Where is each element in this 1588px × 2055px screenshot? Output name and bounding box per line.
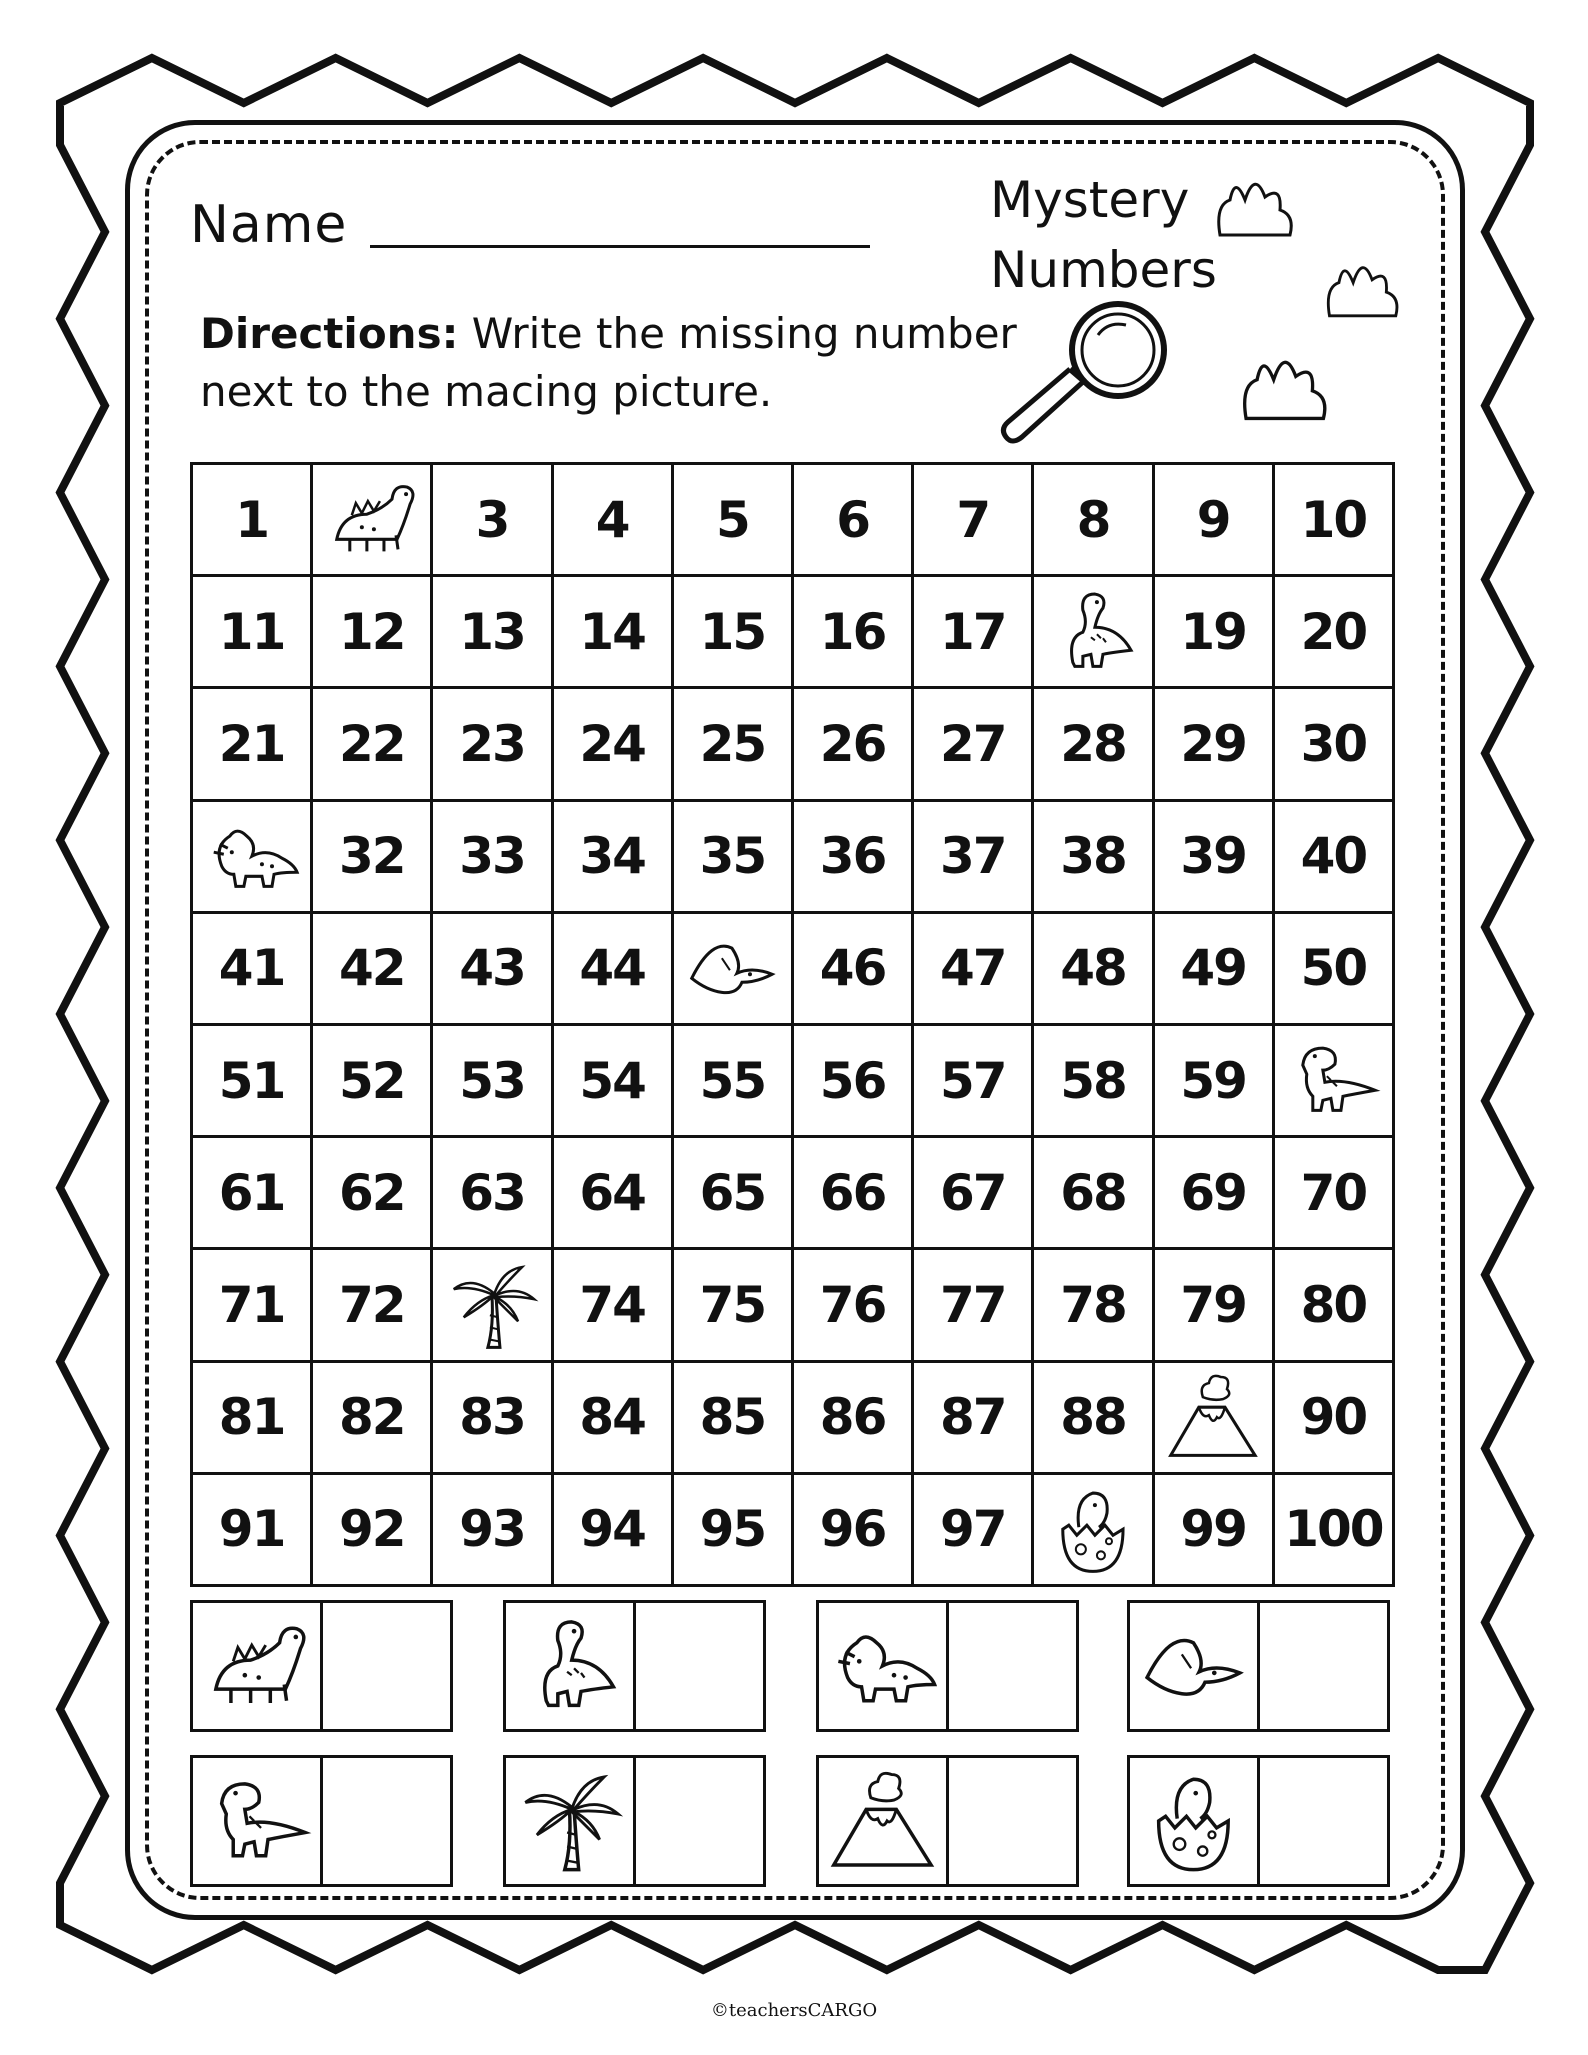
- number-cell: 21: [193, 689, 313, 801]
- number-cell: 22: [313, 689, 433, 801]
- palm-tree-icon: [438, 1255, 546, 1355]
- answer-picture: [193, 1603, 323, 1729]
- copyright: ©teachersCARGO: [710, 2000, 878, 2021]
- number-cell: 84: [554, 1363, 674, 1475]
- answer-pair: [816, 1600, 1079, 1732]
- answer-picture: [819, 1758, 949, 1884]
- number-cell: 69: [1155, 1138, 1275, 1250]
- volcano-icon: [824, 1763, 941, 1879]
- footprint-icon: [1235, 335, 1340, 430]
- number-cell: 32: [313, 802, 433, 914]
- number-cell: 96: [794, 1475, 914, 1587]
- answer-pair: [503, 1600, 766, 1732]
- number-cell: 7: [914, 465, 1034, 577]
- number-cell: 36: [794, 802, 914, 914]
- answer-box[interactable]: [949, 1758, 1076, 1884]
- number-cell: 79: [1155, 1250, 1275, 1362]
- number-cell: 51: [193, 1026, 313, 1138]
- mystery-cell: [433, 1250, 553, 1362]
- answer-box[interactable]: [1260, 1603, 1387, 1729]
- number-cell: 63: [433, 1138, 553, 1250]
- mystery-cell: [313, 465, 433, 577]
- number-cell: 10: [1275, 465, 1395, 577]
- volcano-icon: [1159, 1367, 1267, 1467]
- number-cell: 99: [1155, 1475, 1275, 1587]
- number-cell: 41: [193, 914, 313, 1026]
- number-cell: 64: [554, 1138, 674, 1250]
- number-cell: 95: [674, 1475, 794, 1587]
- number-cell: 15: [674, 577, 794, 689]
- answer-box[interactable]: [636, 1758, 763, 1884]
- number-cell: 50: [1275, 914, 1395, 1026]
- number-cell: 93: [433, 1475, 553, 1587]
- number-cell: 37: [914, 802, 1034, 914]
- dino-pterodactyl-icon: [678, 918, 786, 1018]
- mystery-cell: [1034, 577, 1154, 689]
- number-cell: 67: [914, 1138, 1034, 1250]
- number-cell: 17: [914, 577, 1034, 689]
- number-cell: 19: [1155, 577, 1275, 689]
- number-cell: 92: [313, 1475, 433, 1587]
- answer-pair: [503, 1755, 766, 1887]
- number-cell: 83: [433, 1363, 553, 1475]
- number-cell: 28: [1034, 689, 1154, 801]
- mystery-cell: [193, 802, 313, 914]
- number-cell: 56: [794, 1026, 914, 1138]
- dino-brachio-icon: [511, 1608, 628, 1724]
- number-cell: 30: [1275, 689, 1395, 801]
- dino-triceratops-icon: [198, 806, 306, 906]
- number-cell: 38: [1034, 802, 1154, 914]
- name-field[interactable]: [370, 245, 870, 248]
- number-cell: 6: [794, 465, 914, 577]
- number-cell: 49: [1155, 914, 1275, 1026]
- number-cell: 77: [914, 1250, 1034, 1362]
- number-cell: 62: [313, 1138, 433, 1250]
- number-cell: 20: [1275, 577, 1395, 689]
- dino-trex-icon: [1279, 1030, 1387, 1130]
- mystery-cell: [674, 914, 794, 1026]
- number-cell: 61: [193, 1138, 313, 1250]
- footprint-icon: [1210, 165, 1305, 240]
- number-cell: 16: [794, 577, 914, 689]
- number-cell: 48: [1034, 914, 1154, 1026]
- number-cell: 40: [1275, 802, 1395, 914]
- number-cell: 42: [313, 914, 433, 1026]
- number-cell: 72: [313, 1250, 433, 1362]
- number-cell: 39: [1155, 802, 1275, 914]
- number-cell: 75: [674, 1250, 794, 1362]
- number-cell: 76: [794, 1250, 914, 1362]
- number-cell: 66: [794, 1138, 914, 1250]
- number-cell: 35: [674, 802, 794, 914]
- number-cell: 53: [433, 1026, 553, 1138]
- title-line-1: Mystery: [990, 171, 1190, 229]
- number-cell: 82: [313, 1363, 433, 1475]
- dino-egg-icon: [1135, 1763, 1252, 1879]
- directions: [200, 305, 1020, 421]
- answer-box[interactable]: [323, 1603, 450, 1729]
- directions-text: Write the missing number next to the macing picture.: [200, 309, 1017, 416]
- dino-pterodactyl-icon: [1135, 1608, 1252, 1724]
- number-cell: 8: [1034, 465, 1154, 577]
- number-cell: 80: [1275, 1250, 1395, 1362]
- number-cell: 14: [554, 577, 674, 689]
- number-cell: 23: [433, 689, 553, 801]
- number-cell: 85: [674, 1363, 794, 1475]
- dino-brachio-icon: [1039, 582, 1147, 682]
- number-cell: 26: [794, 689, 914, 801]
- number-cell: 74: [554, 1250, 674, 1362]
- number-cell: 29: [1155, 689, 1275, 801]
- number-cell: 68: [1034, 1138, 1154, 1250]
- number-cell: 81: [193, 1363, 313, 1475]
- dino-triceratops-icon: [824, 1608, 941, 1724]
- number-cell: 90: [1275, 1363, 1395, 1475]
- number-cell: 100: [1275, 1475, 1395, 1587]
- number-cell: 4: [554, 465, 674, 577]
- answer-box[interactable]: [1260, 1758, 1387, 1884]
- number-cell: 46: [794, 914, 914, 1026]
- answer-picture: [193, 1758, 323, 1884]
- number-cell: 47: [914, 914, 1034, 1026]
- answer-box[interactable]: [949, 1603, 1076, 1729]
- worksheet-title: [990, 165, 1217, 305]
- number-cell: 33: [433, 802, 553, 914]
- number-cell: 88: [1034, 1363, 1154, 1475]
- footprint-icon: [1320, 245, 1410, 325]
- number-cell: 44: [554, 914, 674, 1026]
- answer-picture: [1130, 1758, 1260, 1884]
- number-cell: 12: [313, 577, 433, 689]
- palm-tree-icon: [511, 1763, 628, 1879]
- directions-label: Directions:: [200, 309, 459, 358]
- number-cell: 34: [554, 802, 674, 914]
- number-cell: 58: [1034, 1026, 1154, 1138]
- number-cell: 1: [193, 465, 313, 577]
- answer-pair: [816, 1755, 1079, 1887]
- title-line-2: Numbers: [990, 241, 1217, 299]
- dino-trex-icon: [198, 1763, 315, 1879]
- mystery-cell: [1155, 1363, 1275, 1475]
- answer-pair: [1127, 1755, 1390, 1887]
- number-cell: 59: [1155, 1026, 1275, 1138]
- answer-pair: [1127, 1600, 1390, 1732]
- number-cell: 27: [914, 689, 1034, 801]
- answer-pair: [190, 1600, 453, 1732]
- number-cell: 11: [193, 577, 313, 689]
- number-cell: 43: [433, 914, 553, 1026]
- dino-stegosaurus-icon: [198, 1608, 315, 1724]
- number-cell: 65: [674, 1138, 794, 1250]
- answer-picture: [819, 1603, 949, 1729]
- number-cell: 5: [674, 465, 794, 577]
- mystery-cell: [1034, 1475, 1154, 1587]
- name-label: Name: [190, 195, 348, 255]
- answer-picture: [506, 1603, 636, 1729]
- number-cell: 91: [193, 1475, 313, 1587]
- dino-stegosaurus-icon: [318, 469, 426, 569]
- answer-box[interactable]: [323, 1758, 450, 1884]
- mystery-cell: [1275, 1026, 1395, 1138]
- hundreds-chart: [190, 462, 1395, 1587]
- number-cell: 57: [914, 1026, 1034, 1138]
- number-cell: 55: [674, 1026, 794, 1138]
- number-cell: 25: [674, 689, 794, 801]
- answer-picture: [1130, 1603, 1260, 1729]
- answer-box[interactable]: [636, 1603, 763, 1729]
- number-cell: 52: [313, 1026, 433, 1138]
- number-cell: 97: [914, 1475, 1034, 1587]
- number-cell: 13: [433, 577, 553, 689]
- number-cell: 9: [1155, 465, 1275, 577]
- number-cell: 86: [794, 1363, 914, 1475]
- number-cell: 54: [554, 1026, 674, 1138]
- dino-egg-icon: [1039, 1479, 1147, 1579]
- magnifying-glass-icon: [1000, 295, 1180, 455]
- number-cell: 87: [914, 1363, 1034, 1475]
- number-cell: 94: [554, 1475, 674, 1587]
- answer-section: [190, 1600, 1400, 1900]
- number-cell: 71: [193, 1250, 313, 1362]
- number-cell: 78: [1034, 1250, 1154, 1362]
- number-cell: 70: [1275, 1138, 1395, 1250]
- answer-pair: [190, 1755, 453, 1887]
- number-cell: 3: [433, 465, 553, 577]
- number-cell: 24: [554, 689, 674, 801]
- answer-picture: [506, 1758, 636, 1884]
